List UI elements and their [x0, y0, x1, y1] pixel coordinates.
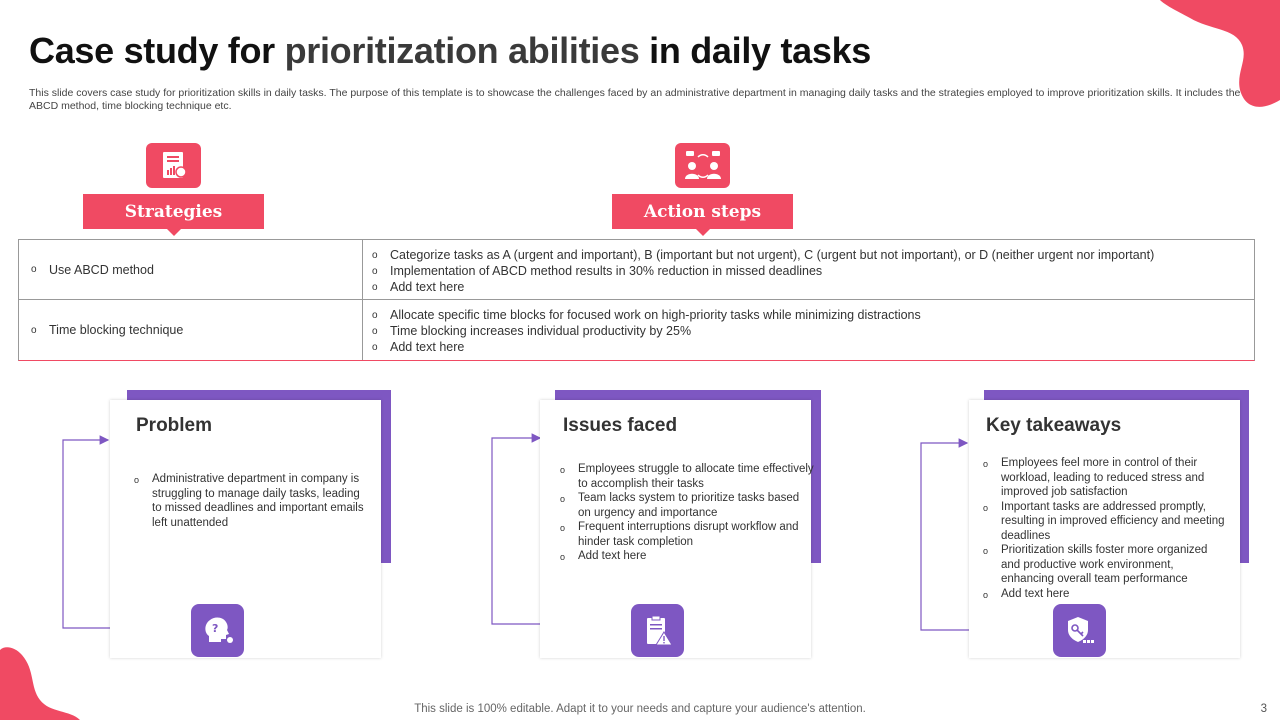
bullet: o: [983, 459, 989, 469]
bullet: o: [560, 552, 566, 562]
list-item: [983, 587, 1225, 603]
title-part-1: Case study for: [29, 30, 285, 71]
item-text: Important tasks are addressed promptly, resulting in improved efficiency and meeting deadlines: [1001, 500, 1225, 542]
list-item: [983, 500, 1225, 544]
problem-card: [110, 400, 381, 658]
list-item: [560, 520, 815, 549]
report-document-icon: [146, 143, 201, 188]
brain-idea-icon: [191, 604, 244, 657]
card-list: [134, 472, 364, 530]
clipboard-warning-icon: [631, 604, 684, 657]
card-title: Problem: [136, 415, 213, 436]
table-row: [19, 300, 1254, 360]
list-item: [134, 472, 364, 530]
card-list: [560, 462, 815, 565]
item-text: Add text here: [1001, 587, 1070, 600]
list-item: [372, 323, 1254, 339]
strategies-table: [18, 239, 1255, 361]
card-title: Key takeaways: [986, 415, 1122, 436]
action-text: Add text here: [390, 280, 465, 294]
item-text: Employees feel more in control of their workload, leading to reduced stress and improved job satisfaction: [1001, 457, 1205, 498]
bullet: o: [372, 309, 378, 321]
item-text: Team lacks system to prioritize tasks based on urgency and importance: [578, 492, 800, 519]
strategy-cell: [19, 240, 363, 299]
bullet: o: [134, 475, 140, 485]
page-number: 3: [1260, 703, 1267, 715]
bullet: o: [31, 264, 37, 275]
item-text: Administrative department in company is struggling to manage daily tasks, leading to missed deadlines and important emails left unattended: [152, 473, 364, 529]
list-item: [372, 279, 1254, 295]
strategies-header: Strategies: [83, 194, 264, 229]
slide-subtitle: This slide covers case study for prioritization skills in daily tasks. The purpose of this template is to showcase the challenges faced by an administrative department in managing daily tasks and the strategies employed to improve prioritization skills. It includes the ABCD method, time blocking technique etc.: [29, 87, 1241, 112]
actions-cell: [364, 300, 1254, 360]
slide-title: [29, 30, 871, 72]
list-item: [372, 307, 1254, 323]
svg-text:?: ?: [211, 621, 218, 635]
bullet: o: [983, 589, 989, 600]
bullet: o: [372, 265, 378, 277]
action-text: Implementation of ABCD method results in 30% reduction in missed deadlines: [390, 264, 823, 278]
bullet: o: [560, 465, 566, 475]
item-text: Prioritization skills foster more organized and productive work environment, enhancing overall team performance: [1001, 544, 1208, 585]
strategy-cell: [19, 300, 363, 360]
strategy-label: Time blocking technique: [49, 323, 184, 337]
bullet: o: [983, 502, 989, 513]
bullet: o: [31, 324, 37, 336]
actions-cell: [364, 240, 1254, 299]
bullet: o: [560, 523, 566, 533]
list-item: [983, 543, 1225, 587]
item-text: Employees struggle to allocate time effectively to accomplish their tasks: [578, 463, 814, 490]
bullet: o: [372, 249, 378, 261]
bullet: o: [372, 281, 378, 293]
title-highlight: prioritization abilities: [284, 30, 640, 71]
bullet: o: [372, 325, 378, 337]
team-discussion-icon: [675, 143, 730, 188]
card-list: [983, 456, 1225, 602]
list-item: [372, 247, 1254, 263]
key-shield-icon: [1053, 604, 1106, 657]
list-item: [560, 549, 815, 565]
action-text: Add text here: [390, 340, 465, 354]
bullet: o: [983, 546, 989, 556]
action-text: Categorize tasks as A (urgent and important), B (important but not urgent), C (urgent but not important), or D (neither urgent nor important): [390, 248, 1155, 262]
action-steps-header: Action steps: [612, 194, 793, 229]
list-item: [560, 491, 815, 520]
action-text: Time blocking increases individual productivity by 25%: [390, 324, 692, 338]
list-item: [372, 263, 1254, 279]
list-item: [372, 339, 1254, 355]
item-text: Frequent interruptions disrupt workflow and hinder task completion: [578, 521, 799, 548]
title-part-3: in daily tasks: [639, 30, 872, 71]
item-text: Add text here: [578, 550, 647, 562]
list-item: [983, 456, 1225, 500]
table-row: [19, 240, 1254, 300]
bullet: o: [560, 494, 566, 504]
bullet: o: [372, 341, 378, 353]
card-title: Issues faced: [563, 415, 678, 436]
strategy-label: Use ABCD method: [49, 262, 154, 277]
list-item: [560, 462, 815, 491]
slide-footer: This slide is 100% editable. Adapt it to your needs and capture your audience's attention.: [414, 703, 866, 715]
action-text: Allocate specific time blocks for focused work on high-priority tasks while minimizing distractions: [390, 308, 921, 322]
